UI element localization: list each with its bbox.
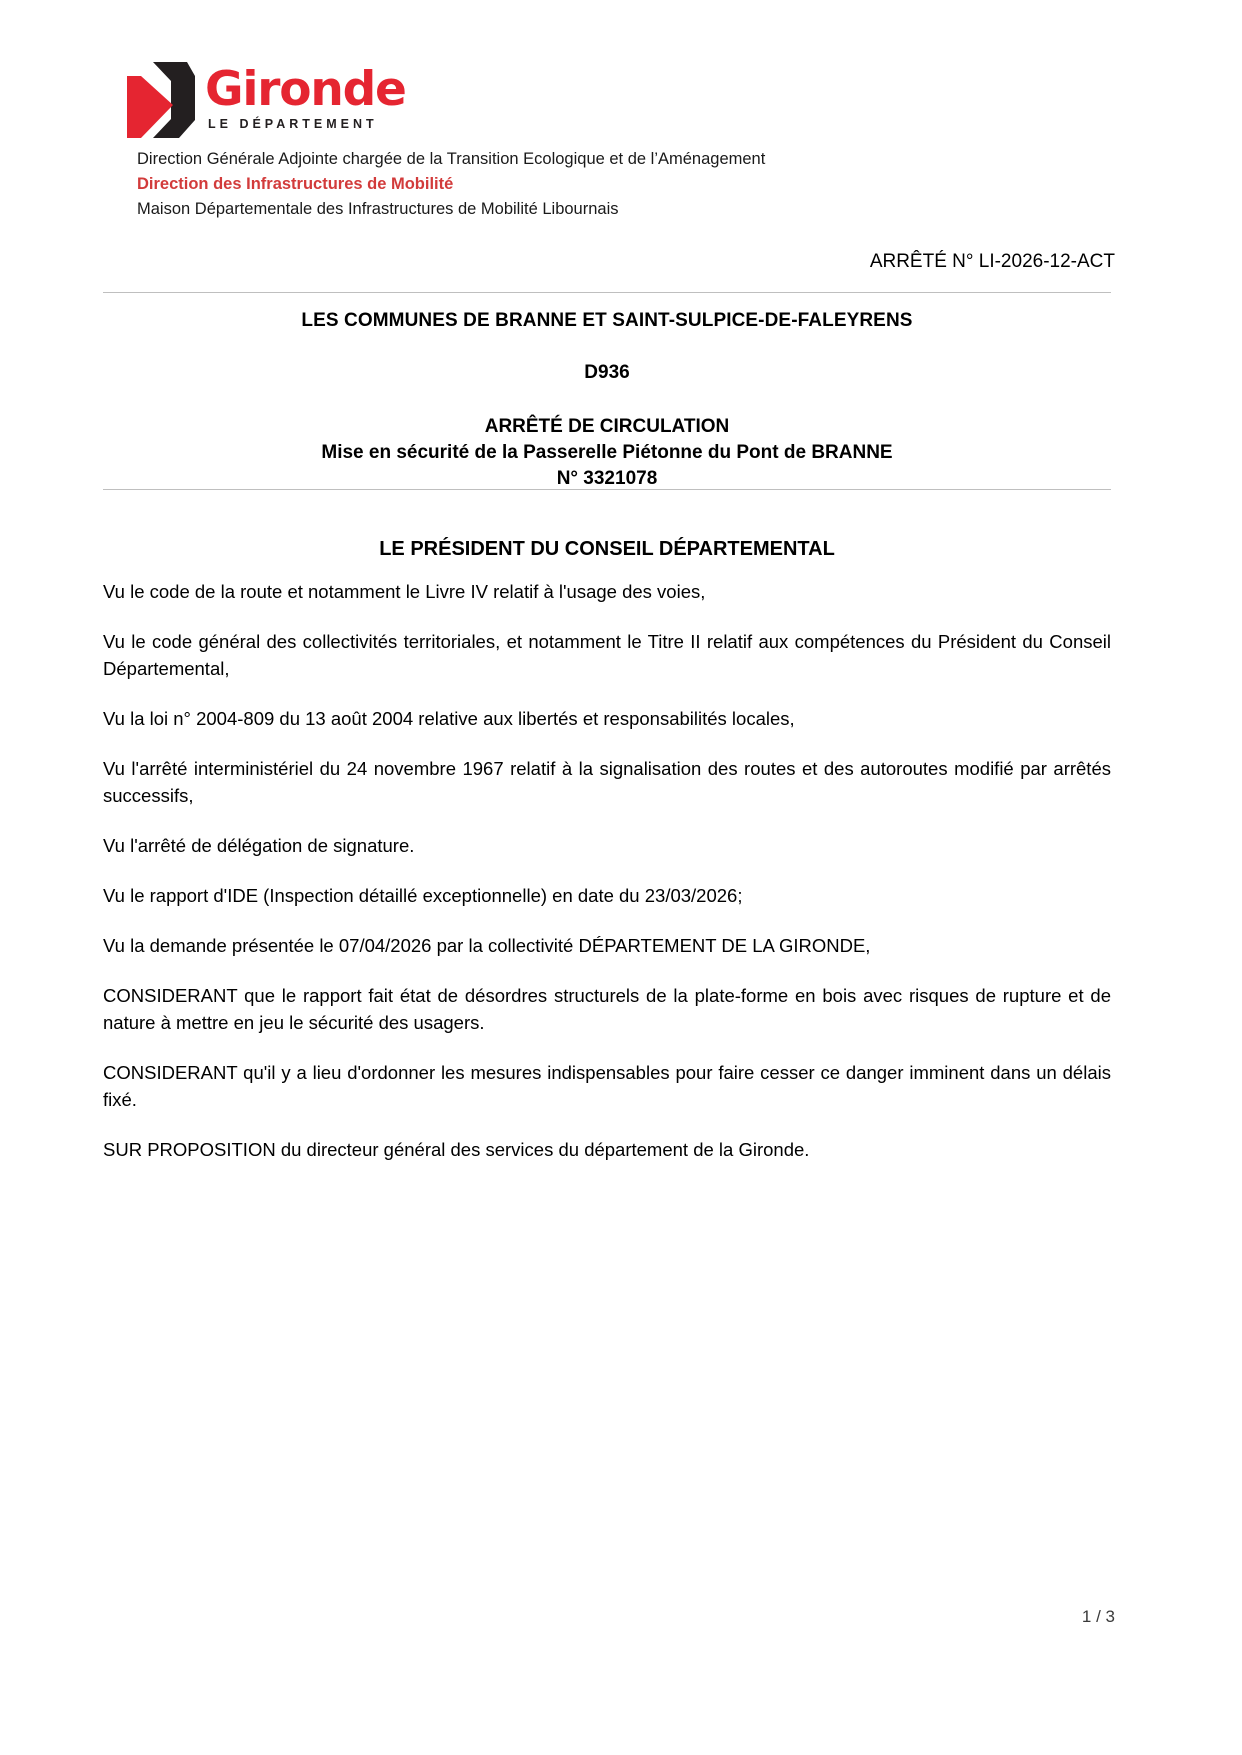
paragraph-vu-arrete-interministeriel: Vu l'arrêté interministériel du 24 novembre 1967 relatif à la signalisation des routes et des autoroutes modifié par arrêtés successifs,: [103, 758, 1111, 806]
gironde-logo: [127, 58, 427, 140]
paragraph-vu-code-route: Vu le code de la route et notamment le Livre IV relatif à l'usage des voies,: [103, 581, 706, 602]
title-road: D936: [584, 362, 630, 383]
service-line-direction-infrastructures: Direction des Infrastructures de Mobilité: [137, 175, 454, 193]
arrete-reference-number: ARRÊTÉ N° LI-2026-12-ACT: [869, 251, 1115, 272]
divider-top: [103, 292, 1111, 293]
paragraph-considerant-desordres: CONSIDERANT que le rapport fait état de désordres structurels de la plate-forme en bois avec risques de rupture et de nature à mettre en jeu le sécurité des usagers.: [103, 985, 1111, 1033]
service-line-maison-departementale: Maison Départementale des Infrastructures de Mobilité Libournais: [137, 200, 619, 218]
paragraph-vu-rapport-ide: Vu le rapport d'IDE (Inspection détaillé exceptionnelle) en date du 23/03/2026;: [103, 885, 743, 906]
authority-heading: LE PRÉSIDENT DU CONSEIL DÉPARTEMENTAL: [379, 538, 835, 560]
paragraph-vu-delegation-signature: Vu l'arrêté de délégation de signature.: [103, 835, 415, 856]
page-indicator: 1 / 3: [1081, 1607, 1115, 1626]
logo-tagline: LE DÉPARTEMENT: [208, 117, 378, 131]
title-arrete-type: ARRÊTÉ DE CIRCULATION: [484, 416, 730, 437]
title-operation-number: N° 3321078: [556, 468, 658, 489]
paragraph-vu-code-general: Vu le code général des collectivités territoriales, et notamment le Titre II relatif aux compétences du Président du Conseil Départemental,: [103, 631, 1111, 679]
divider-bottom: [103, 489, 1111, 490]
considerants-body: [103, 578, 1111, 1163]
service-header: [137, 147, 1037, 222]
gironde-logo-mark: [127, 62, 195, 138]
paragraph-considerant-mesures: CONSIDERANT qu'il y a lieu d'ordonner les mesures indispensables pour faire cesser ce danger imminent dans un délais fixé.: [103, 1062, 1111, 1110]
paragraph-vu-loi-2004: Vu la loi n° 2004-809 du 13 août 2004 relative aux libertés et responsabilités locales,: [103, 708, 795, 729]
title-communes: LES COMMUNES DE BRANNE ET SAINT-SULPICE-DE-FALEYRENS: [301, 310, 913, 331]
logo-wordmark: Gironde: [205, 62, 406, 117]
service-line-direction-generale: Direction Générale Adjointe chargée de la Transition Ecologique et de l’Aménagement: [137, 150, 766, 168]
title-object: Mise en sécurité de la Passerelle Piétonne du Pont de BRANNE: [321, 442, 893, 463]
paragraph-vu-demande: Vu la demande présentée le 07/04/2026 par la collectivité DÉPARTEMENT DE LA GIRONDE,: [103, 935, 871, 956]
title-block: [103, 308, 1111, 492]
paragraph-sur-proposition: SUR PROPOSITION du directeur général des services du département de la Gironde.: [103, 1139, 810, 1160]
